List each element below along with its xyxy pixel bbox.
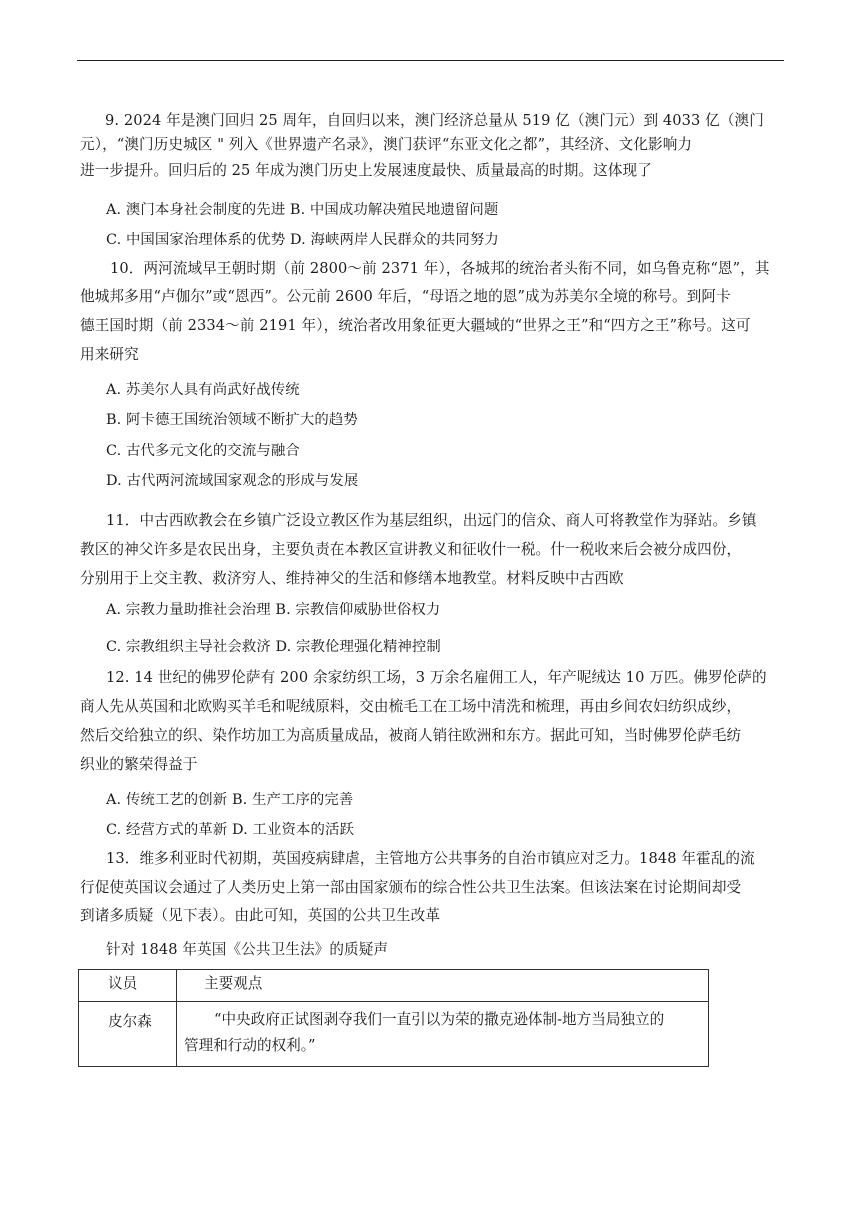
table-header-row	[79, 970, 709, 1002]
q12-stem-line-4: 织业的繁荣得益于	[80, 756, 198, 773]
header-member-label: 议员	[108, 975, 138, 992]
q10-option-d: D. 古代两河流域国家观念的形成与发展	[106, 473, 359, 489]
q10-stem-line-4: 用来研究	[80, 346, 139, 363]
q10-option-c: C. 古代多元文化的交流与融合	[106, 443, 300, 459]
q9-options-cd: C. 中国国家治理体系的优势 D. 海峡两岸人民群众的共同努力	[106, 232, 499, 248]
q9-stem-line-3: 进一步提升。回归后的 25 年成为澳门历史上发展速度最快、质量最高的时期。这体现了	[80, 162, 652, 179]
objections-table	[78, 969, 709, 1067]
q10-stem-line-1: 10．两河流域早王朝时期（前 2800～前 2371 年），各城邦的统治者头衔不同，如乌鲁克称“恩”，其	[110, 260, 770, 277]
header-cell-view	[177, 970, 709, 1002]
header-view-label: 主要观点	[204, 975, 263, 992]
q13-stem-line-1: 13．维多利亚时代初期，英国疫病肆虐，主管地方公共事务的自治市镇应对乏力。1848 年霍乱的流	[106, 850, 755, 867]
q10-stem-line-3: 德王国时期（前 2334～前 2191 年），统治者改用象征更大疆域的“世界之王”和“四方之王”称号。这可	[80, 317, 751, 334]
q9-stem-line-1: 9. 2024 年是澳门回归 25 周年，自回归以来，澳门经济总量从 519 亿（澳门元）到 4033 亿（澳门	[105, 112, 764, 129]
header-cell-member	[79, 970, 177, 1002]
member-name: 皮尔森	[108, 1013, 152, 1030]
q11-options-cd: C. 宗教组织主导社会救济 D. 宗教伦理强化精神控制	[106, 639, 441, 655]
table-caption: 针对 1848 年英国《公共卫生法》的质疑声	[106, 941, 389, 958]
q11-options-ab: A. 宗教力量助推社会治理 B. 宗教信仰威胁世俗权力	[106, 602, 441, 618]
table-row	[79, 1002, 709, 1067]
q13-stem-line-2: 行促使英国议会通过了人类历史上第一部由国家颁布的综合性公共卫生法案。但该法案在讨论期间却受	[80, 879, 742, 896]
member-name-cell	[79, 1002, 177, 1067]
q9-stem-line-2: 元），“澳门历史城区 " 列入《世界遗产名录》，澳门获评“东亚文化之都”，其经济、文化影响力	[80, 136, 693, 153]
q10-option-b: B. 阿卡德王国统治领域不断扩大的趋势	[106, 412, 358, 428]
q9-options-ab: A. 澳门本身社会制度的先进 B. 中国成功解决殖民地遗留问题	[106, 202, 499, 218]
member-view-line-2: 管理和行动的权利。”	[184, 1037, 316, 1054]
q12-options-ab: A. 传统工艺的创新 B. 生产工序的完善	[106, 792, 354, 808]
q13-stem-line-3: 到诸多质疑（见下表）。由此可知，英国的公共卫生改革	[80, 907, 441, 924]
member-view-text	[177, 1002, 708, 1066]
q10-stem-line-2: 他城邦多用“卢伽尔”或“恩西”。公元前 2600 年后，“母语之地的恩”成为苏美尔全境的称号。到阿卡	[80, 288, 731, 305]
q11-stem-line-2: 教区的神父许多是农民出身，主要负责在本教区宣讲教义和征收什一税。什一税收来后会被分成四份，	[80, 541, 742, 558]
q12-stem-line-3: 然后交给独立的织、染作坊加工为高质量成品，被商人销往欧洲和东方。据此可知，当时佛罗伦萨毛纺	[80, 727, 742, 744]
q12-options-cd: C. 经营方式的革新 D. 工业资本的活跃	[106, 822, 354, 838]
header-rule	[77, 60, 784, 61]
q11-stem-line-3: 分别用于上交主教、救济穷人、维持神父的生活和修缮本地教堂。材料反映中古西欧	[80, 570, 624, 587]
member-view-cell	[177, 1002, 709, 1067]
q12-stem-line-2: 商人先从英国和北欧购买羊毛和呢绒原料，交由梳毛工在工场中清洗和梳理，再由乡间农妇纺织成纱，	[80, 698, 742, 715]
q11-stem-line-1: 11．中古西欧教会在乡镇广泛设立教区作为基层组织，出远门的信众、商人可将教堂作为驿站。乡镇	[106, 512, 757, 529]
q12-stem-line-1: 12. 14 世纪的佛罗伦萨有 200 余家纺织工场，3 万余名雇佣工人，年产呢绒达 10 万匹。佛罗伦萨的	[106, 669, 767, 686]
q10-option-a: A. 苏美尔人具有尚武好战传统	[106, 382, 300, 398]
member-view-line-1: “中央政府正试图剥夺我们一直引以为荣的撒克逊体制-地方当局独立的	[214, 1011, 665, 1028]
